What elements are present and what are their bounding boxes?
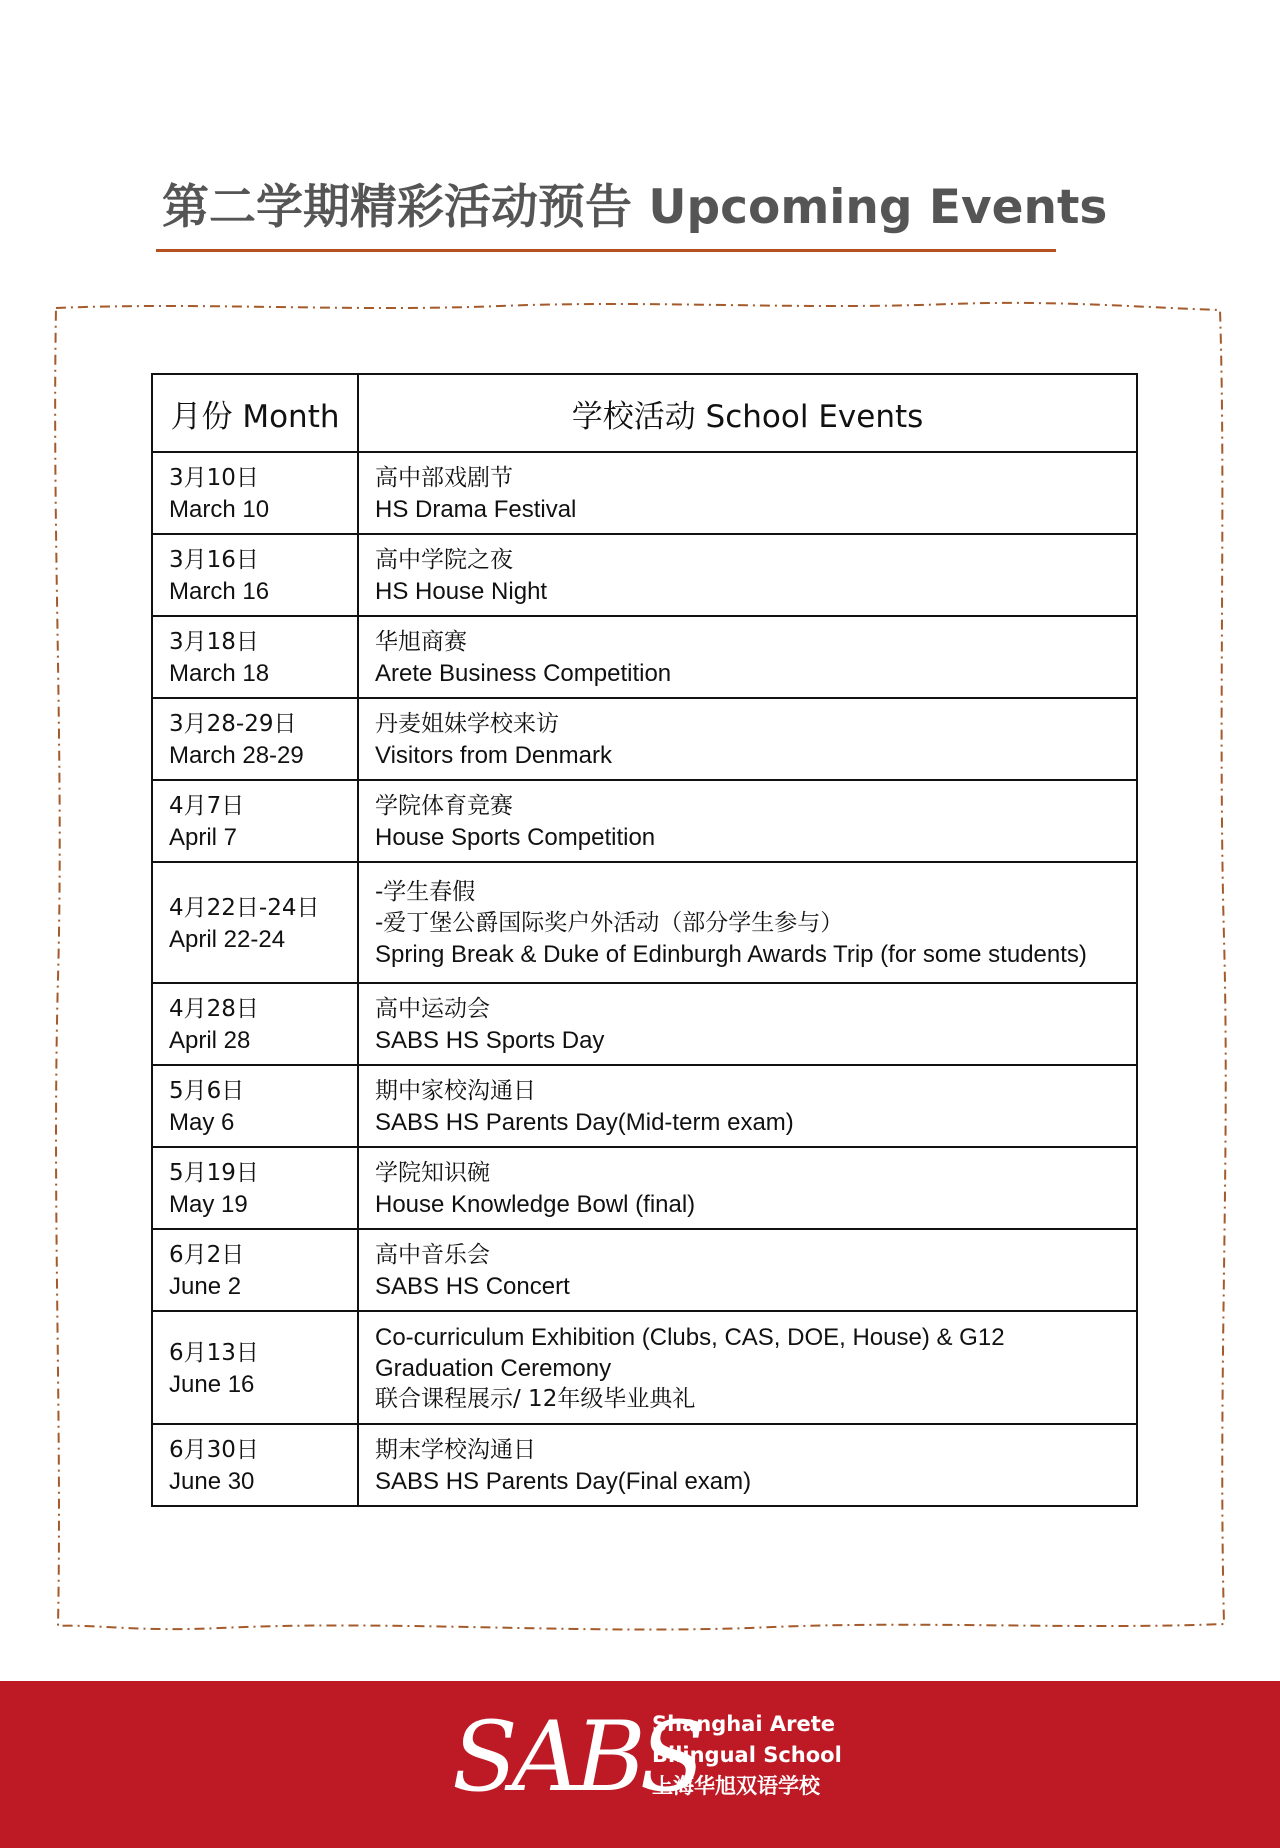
event-cell bbox=[358, 1065, 1137, 1147]
event-line: 丹麦姐妹学校来访 bbox=[375, 711, 559, 737]
month-cn: 6月30日 bbox=[169, 1437, 259, 1463]
month-cell bbox=[152, 452, 358, 534]
month-cell bbox=[152, 983, 358, 1065]
title-underline bbox=[156, 249, 1056, 252]
event-cell bbox=[358, 534, 1137, 616]
event-cell bbox=[358, 616, 1137, 698]
month-en: June 16 bbox=[169, 1370, 255, 1398]
column-header-month: 月份 Month bbox=[152, 374, 358, 452]
event-line: -爱丁堡公爵国际奖户外活动（部分学生参与） bbox=[375, 910, 844, 936]
month-cell bbox=[152, 698, 358, 780]
month-cn: 6月13日 bbox=[169, 1339, 259, 1366]
event-line: 华旭商赛 bbox=[375, 629, 467, 655]
footer-banner bbox=[0, 1681, 1280, 1848]
school-name-en-line2: Bilingual School bbox=[652, 1743, 842, 1767]
event-line: 学院体育竞赛 bbox=[375, 793, 513, 819]
event-line: -学生春假 bbox=[375, 879, 476, 905]
event-line: 高中音乐会 bbox=[375, 1242, 490, 1268]
event-line: SABS HS Parents Day(Final exam) bbox=[375, 1468, 752, 1495]
event-cell bbox=[358, 1311, 1137, 1424]
event-line: 期中家校沟通日 bbox=[375, 1078, 536, 1104]
event-line: House Sports Competition bbox=[375, 824, 656, 851]
event-line: SABS HS Parents Day(Mid-term exam) bbox=[375, 1109, 794, 1136]
table-row bbox=[152, 780, 1137, 862]
table-row bbox=[152, 1311, 1137, 1424]
month-cn: 3月28-29日 bbox=[169, 711, 297, 737]
event-line: HS Drama Festival bbox=[375, 496, 577, 523]
month-en: March 16 bbox=[169, 578, 270, 605]
month-en: March 18 bbox=[169, 660, 270, 687]
event-cell bbox=[358, 780, 1137, 862]
month-cn: 3月18日 bbox=[169, 629, 259, 655]
event-cell bbox=[358, 862, 1137, 983]
table-row bbox=[152, 452, 1137, 534]
event-line: 期末学校沟通日 bbox=[375, 1437, 536, 1463]
table-row bbox=[152, 983, 1137, 1065]
event-line: Co-curriculum Exhibition (Clubs, CAS, DOE, House) & G12 Graduation Ceremony bbox=[375, 1324, 1005, 1382]
table-row bbox=[152, 1147, 1137, 1229]
month-en: May 19 bbox=[169, 1191, 248, 1218]
column-header-events: 学校活动 School Events bbox=[358, 374, 1137, 452]
page-title: 第二学期精彩活动预告 Upcoming Events bbox=[162, 180, 1108, 235]
event-cell bbox=[358, 698, 1137, 780]
event-line: 联合课程展示/ 12年级毕业典礼 bbox=[375, 1386, 696, 1412]
month-cell bbox=[152, 1311, 358, 1424]
event-cell bbox=[358, 1229, 1137, 1311]
event-line: SABS HS Concert bbox=[375, 1273, 570, 1300]
month-en: June 30 bbox=[169, 1468, 255, 1495]
month-cn: 4月28日 bbox=[169, 996, 259, 1022]
school-logo: SABS bbox=[452, 1701, 700, 1813]
month-en: March 28-29 bbox=[169, 742, 304, 769]
school-name-cn: 上海华旭双语学校 bbox=[652, 1774, 820, 1798]
event-line: 高中部戏剧节 bbox=[375, 465, 513, 491]
month-en: June 2 bbox=[169, 1273, 242, 1300]
month-en: April 28 bbox=[169, 1027, 251, 1054]
month-en: May 6 bbox=[169, 1109, 235, 1136]
event-line: Visitors from Denmark bbox=[375, 742, 612, 769]
month-cn: 6月2日 bbox=[169, 1242, 245, 1268]
month-cn: 4月7日 bbox=[169, 793, 245, 819]
event-cell bbox=[358, 452, 1137, 534]
month-cell bbox=[152, 616, 358, 698]
event-cell bbox=[358, 983, 1137, 1065]
table-row bbox=[152, 1424, 1137, 1506]
month-cell bbox=[152, 1424, 358, 1506]
table-header-row bbox=[152, 374, 1137, 452]
month-cn: 3月10日 bbox=[169, 465, 259, 491]
month-cn: 4月22日-24日 bbox=[169, 894, 320, 921]
event-line: HS House Night bbox=[375, 578, 548, 605]
school-name-en-line1: Shanghai Arete bbox=[652, 1712, 835, 1736]
month-cell bbox=[152, 1065, 358, 1147]
table-row bbox=[152, 534, 1137, 616]
month-cell bbox=[152, 780, 358, 862]
event-line: Spring Break & Duke of Edinburgh Awards Trip (for some students) bbox=[375, 941, 1087, 968]
school-name-block bbox=[652, 1709, 842, 1802]
table-row bbox=[152, 1065, 1137, 1147]
table-row bbox=[152, 616, 1137, 698]
event-line: 高中运动会 bbox=[375, 996, 490, 1022]
month-cn: 5月19日 bbox=[169, 1160, 259, 1186]
event-line: 学院知识碗 bbox=[375, 1160, 490, 1186]
event-line: House Knowledge Bowl (final) bbox=[375, 1191, 696, 1218]
events-table bbox=[151, 373, 1138, 1507]
table-row bbox=[152, 698, 1137, 780]
month-cn: 3月16日 bbox=[169, 547, 259, 573]
event-line: Arete Business Competition bbox=[375, 660, 672, 687]
event-line: SABS HS Sports Day bbox=[375, 1027, 605, 1054]
event-cell bbox=[358, 1424, 1137, 1506]
month-en: April 22-24 bbox=[169, 925, 286, 953]
table-row bbox=[152, 862, 1137, 983]
month-cell bbox=[152, 534, 358, 616]
month-cn: 5月6日 bbox=[169, 1078, 245, 1104]
event-line: 高中学院之夜 bbox=[375, 547, 513, 573]
month-cell bbox=[152, 1229, 358, 1311]
month-cell bbox=[152, 862, 358, 983]
month-cell bbox=[152, 1147, 358, 1229]
table-row bbox=[152, 1229, 1137, 1311]
month-en: March 10 bbox=[169, 496, 270, 523]
event-cell bbox=[358, 1147, 1137, 1229]
month-en: April 7 bbox=[169, 824, 238, 851]
